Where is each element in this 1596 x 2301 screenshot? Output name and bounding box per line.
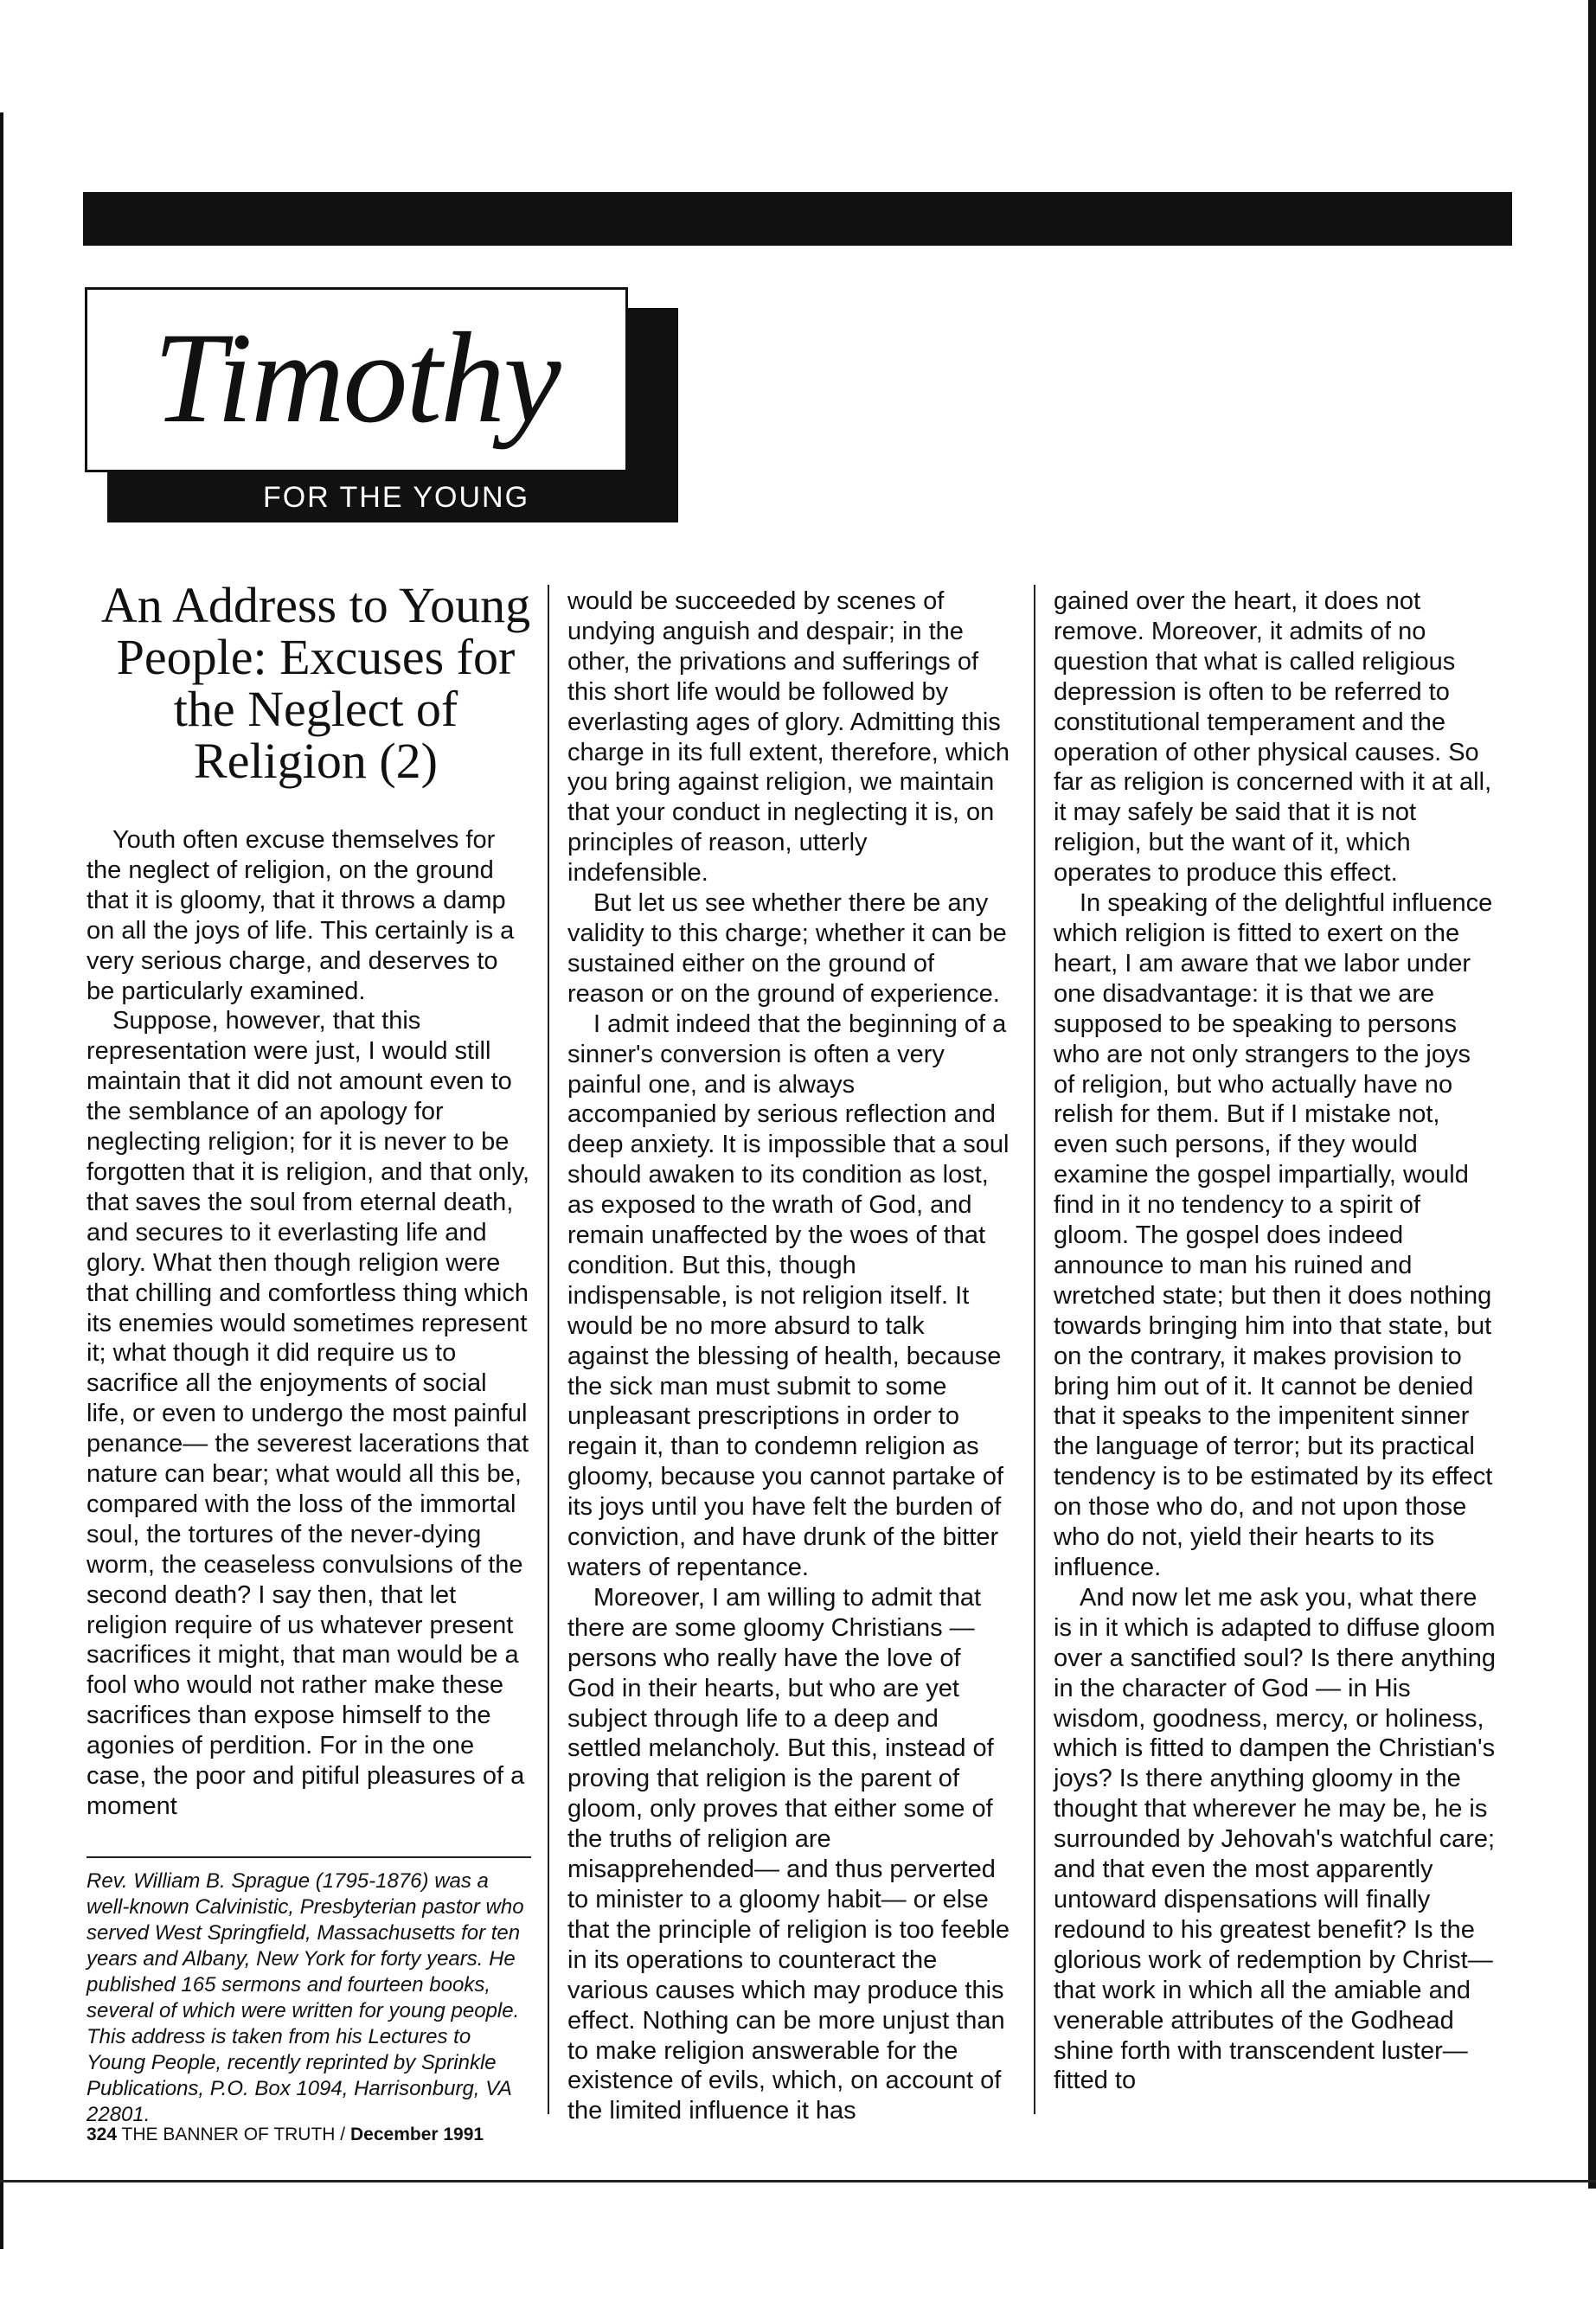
page-right-edge: [1588, 0, 1596, 2189]
article-column-1: [87, 825, 531, 1822]
page-bottom-edge: [0, 2180, 1596, 2182]
paragraph: In speaking of the delightful influence which religion is fitted to exert on the heart, I am aware that we labor under one disadvantage: it is that we are supposed to be speaking to persons who are not only strangers to the joys of religion, but who actually have no relish for them. But if I mistake not, even such persons, if they would examine the gospel impartially, would find in it no tendency to a spirit of gloom. The gospel does indeed announce to man his ruined and wretched state; but then it does nothing towards bringing him into that state, but on the contrary, it makes provision to bring him out of it. It cannot be denied that it speaks to the impenitent sinner the language of terror; but its practical tendency is to be estimated by its effect on those who do, and not upon those who do not, yield their hearts to its influence.: [1054, 889, 1493, 1581]
publication-name: THE BANNER OF TRUTH /: [121, 2125, 346, 2144]
paragraph: Suppose, however, that this representation were just, I would still maintain that it did not amount even to the semblance of an apology for neglecting religion; for it is never to be forgotten that it is religion, and that only, that saves the soul from eternal death, and secures to it everlasting life and glory. What then though religion were that chilling and comfortless thing which its enemies would sometimes represent it; what though it did require us to sacrifice all the enjoyments of social life, or even to undergo the most painful penance— the severest lacerations that nature can bear; what would all this be, compared with the loss of the immortal soul, the tortures of the never-dying worm, the ceaseless convulsions of the second death? I say then, that let religion require of us whatever present sacrifices it might, that man would be a fool who would not rather make these sacrifices than expose himself to the agonies of perdition. For in the one case, the poor and pitiful pleasures of a moment: [87, 1007, 530, 1820]
page-left-edge: [0, 112, 3, 2249]
paragraph: And now let me ask you, what there is in it which is adapted to diffuse gloom over a sanctified soul? Is there anything in the character of God — in His wisdom, goodness, mercy, or holiness, which is fitted to dampen the Christian's joys? Is there anything gloomy in the thought that wherever he may be, he is surrounded by Jehovah's watchful care; and that even the most apparently untoward dispensations will finally redound to his greatest benefit? Is the glorious work of redemption by Christ— that work in which all the amiable and venerable attributes of the Godhead shine forth with transcendent luster— fitted to: [1054, 1583, 1497, 2095]
article-column-3: [1054, 586, 1498, 2096]
bio-text: Rev. William B. Sprague (1795-1876) was a well-known Calvinistic, Presbyterian pastor who served West Springfield, Massachusetts for ten years and Albany, New York for forty years. He published 165 sermons and fourteen books, several of which were written for young people. This address is taken from his Lectures to Young People, recently reprinted by Sprinkle Publications, P.O. Box 1094, Harrisonburg, VA 22801.: [87, 1869, 524, 2126]
column-rule: [1034, 585, 1035, 2114]
paragraph: Youth often excuse themselves for the neglect of religion, on the ground that it is gloomy, that it throws a damp on all the joys of life. This certainly is a very serious charge, and deserves to be particularly examined.: [87, 826, 515, 1005]
masthead-box: [85, 287, 628, 472]
article-column-2: [567, 586, 1010, 2126]
issue-date: December 1991: [349, 2125, 484, 2144]
section-banner: FOR THE YOUNG: [262, 481, 530, 514]
page-number: 324: [87, 2125, 118, 2144]
masthead-title: Timothy: [153, 306, 560, 450]
paragraph: But let us see whether there be any validity to this charge; whether it can be sustained either on the ground of reason or on the ground of experience.: [567, 889, 1007, 1008]
paragraph: gained over the heart, it does not remove. Moreover, it admits of no question that what is called religious depression is often to be referred to constitutional temperament and the operation of other physical causes. So far as religion is concerned with it at all, it may safely be said that it is not religion, but the want of it, which operates to produce this effect.: [1054, 587, 1492, 888]
article-title: An Address to Young People: Excuses for the Neglect of Religion (2): [100, 577, 531, 789]
paragraph: Moreover, I am willing to admit that there are some gloomy Christians — persons who really have the love of God in their hearts, but who are yet subject through life to a deep and settled melancholy. But this, instead of proving that religion is the parent of gloom, only proves that either some of the truths of religion are misapprehended— and thus perverted to minister to a gloomy habit— or else that the principle of religion is too feeble in its operations to counteract the various causes which may produce this effect. Nothing can be more unjust than to make religion answerable for the existence of evils, which, on account of the limited influence it has: [567, 1583, 1010, 2125]
author-bio: [87, 1868, 531, 2128]
bio-divider: [87, 1856, 531, 1858]
column-rule: [548, 585, 549, 2114]
page-footer: [87, 2123, 536, 2147]
header-bar: [83, 192, 1512, 246]
paragraph: I admit indeed that the beginning of a sinner's conversion is often a very painful one, and is always accompanied by serious reflection and deep anxiety. It is impossible that a soul should awaken to its condition as lost, as exposed to the wrath of God, and remain unaffected by the woes of that condition. But this, though indispensable, is not religion itself. It would be no more absurd to talk against the blessing of health, because the sick man must submit to some unpleasant prescriptions in order to regain it, than to condemn religion as gloomy, because you cannot partake of its joys until you have felt the burden of conviction, and have drunk of the bitter waters of repentance.: [567, 1009, 1010, 1581]
paragraph: would be succeeded by scenes of undying anguish and despair; in the other, the privations and sufferings of this short life would be followed by everlasting ages of glory. Admitting this charge in its full extent, therefore, which you bring against religion, we maintain that your conduct in neglecting it is, on principles of reason, utterly indefensible.: [567, 587, 1010, 888]
